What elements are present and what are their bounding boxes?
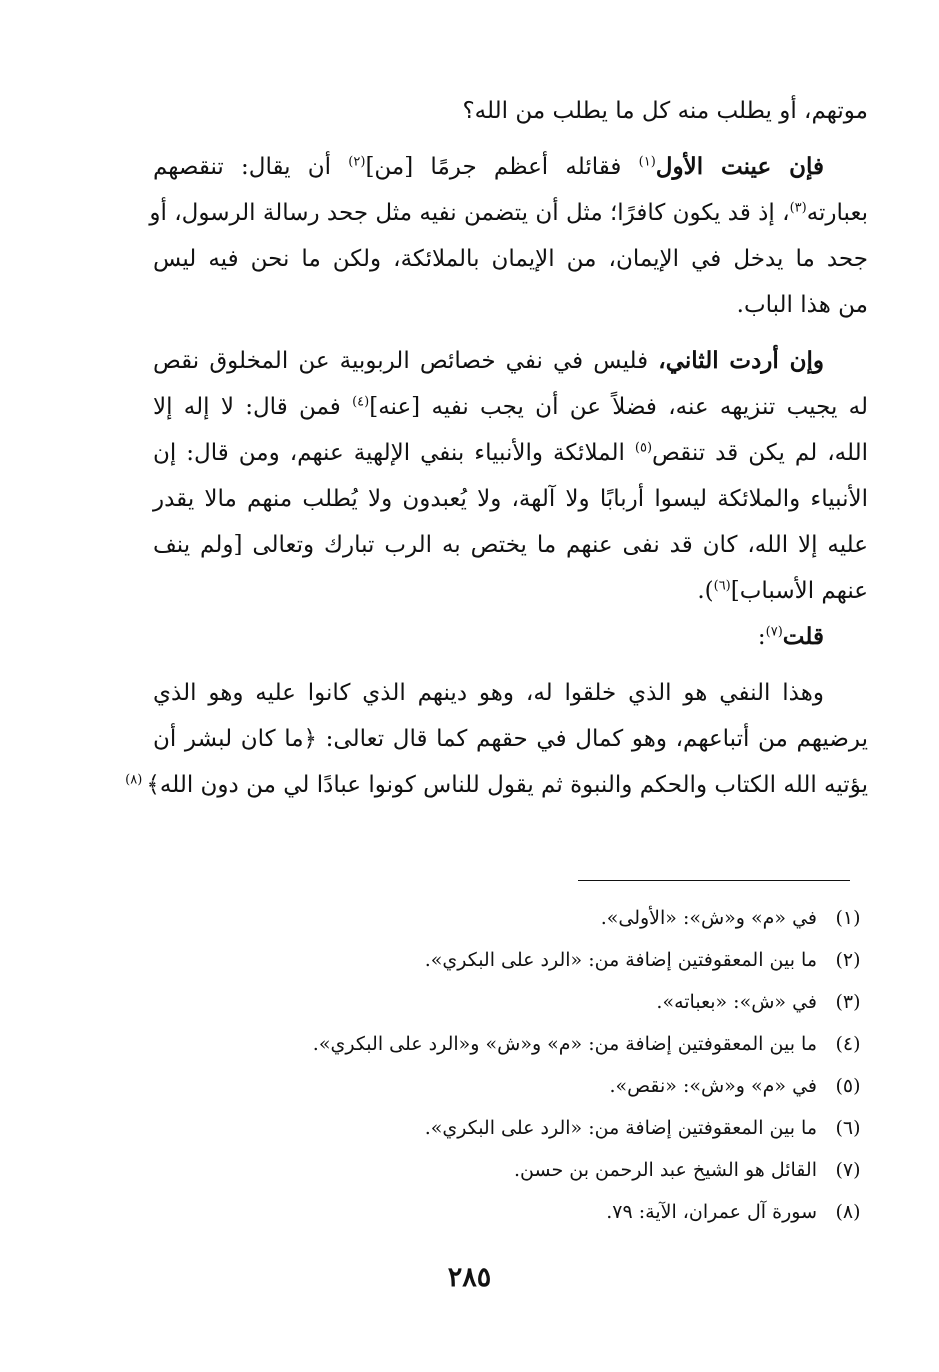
text-line: فإن عينت الأول$^{(١)}$ فقائله أعظم جرمًا [من]$^{(٢)}$ أن يقال: تنقصهم (153, 153, 825, 180)
footnote-item (229, 981, 869, 1023)
footnote-number: (١) (835, 907, 861, 929)
footnote-text: ما بين المعقوفتين إضافة من: «م» و«ش» و«الرد على البكري». (312, 1033, 817, 1055)
page-number: ٢٨٥ (447, 1262, 492, 1293)
bold-phrase: فإن عينت الأول (655, 153, 825, 180)
text-line: وإن أردت الثاني، فليس في نفي خصائص الربوبية عن المخلوق نقص (153, 347, 825, 374)
footnote-number: (٦) (835, 1117, 861, 1139)
footnote-item (229, 1107, 869, 1149)
text-line: من هذا الباب. (736, 292, 868, 318)
footnote-text: ما بين المعقوفتين إضافة من: «الرد على البكري». (424, 1117, 817, 1139)
footnote-text: في «ش»: «بعباته». (656, 991, 817, 1013)
text-line: يرضيهم من أتباعهم، وهو كمال في حقهم كما قال تعالى: ﴿ما كان لبشر أن (153, 726, 868, 752)
footnote-ref[interactable]: (٦) (713, 578, 731, 594)
footnote-ref[interactable]: (٧) (765, 624, 783, 640)
footnote-text: القائل هو الشيخ عبد الرحمن بن حسن. (514, 1159, 817, 1181)
text-line: الأنبياء والملائكة ليسوا أربابًا ولا آلهة، ولا يُعبدون ولا يُطلب منهم مالا يقدر (153, 486, 868, 512)
footnote-number: (٢) (835, 949, 861, 971)
text-line: الله، لم يكن قد تنقص$^{(٥)}$ الملائكة والأنبياء بنفي الإلهية عنهم، ومن قال: إن (153, 440, 868, 466)
footnote-ref[interactable]: (١) (638, 154, 656, 170)
bold-phrase: وإن أردت الثاني، (658, 347, 825, 374)
footnote-text: ما بين المعقوفتين إضافة من: «الرد على البكري». (424, 949, 817, 971)
footnote-item (229, 1023, 869, 1065)
footnote-ref[interactable]: (٨) (125, 772, 147, 788)
footnotes (229, 897, 869, 1233)
footnote-item (229, 1065, 869, 1107)
footnote-item (229, 939, 869, 981)
footnote-ref[interactable]: (٥) (634, 440, 653, 456)
text-line: عليه إلا الله، كان قد نفى عنهم ما يختص به الرب تبارك وتعالى [ولم ينف (153, 532, 868, 558)
text-line: قلت$^{(٧)}$: (757, 623, 824, 650)
footnote-divider (578, 880, 850, 881)
footnote-number: (٨) (835, 1201, 861, 1223)
footnote-text: في «م» و«ش»: «نقص». (609, 1075, 817, 1097)
footnote-ref[interactable]: (٣) (789, 200, 807, 216)
footnote-item (229, 897, 869, 939)
footnote-text: سورة آل عمران، الآية: ٧٩. (606, 1201, 817, 1223)
main-text (125, 88, 868, 808)
footnote-number: (٧) (835, 1159, 861, 1181)
footnote-number: (٤) (835, 1033, 861, 1055)
text-line: عنهم الأسباب]$^{(٦)}$). (697, 578, 868, 604)
text-line: جحد ما يدخل في الإيمان، من الإيمان بالملائكة، ولكن ما نحن فيه ليس (153, 246, 868, 272)
footnote-ref[interactable]: (٢) (348, 154, 366, 170)
text-line: وهذا النفي هو الذي خلقوا له، وهو دينهم الذي كانوا عليه وهو الذي (153, 680, 824, 706)
footnote-text: في «م» و«ش»: «الأولى». (600, 907, 817, 929)
bold-phrase: قلت (782, 623, 824, 650)
footnote-number: (٥) (835, 1075, 861, 1097)
footnote-number: (٣) (835, 991, 861, 1013)
text-line: بعبارته$^{(٣)}$، إذ قد يكون كافرًا؛ مثل أن يتضمن نفيه مثل جحد رسالة الرسول، أو (149, 200, 868, 226)
footnote-item (229, 1191, 869, 1233)
footnote-item (229, 1149, 869, 1191)
text-line: موتهم، أو يطلب منه كل ما يطلب من الله؟ (462, 98, 868, 124)
text-line: له يجيب تنزيهه عنه، فضلاً عن أن يجب نفيه [عنه]$^{(٤)}$ فمن قال: لا إله إلا (153, 394, 868, 420)
footnote-ref[interactable]: (٤) (352, 394, 370, 410)
text-line: يؤتيه الله الكتاب والحكم والنبوة ثم يقول للناس كونوا عبادًا لي من دون الله﴾ $^{(٨)}$ (125, 772, 868, 798)
